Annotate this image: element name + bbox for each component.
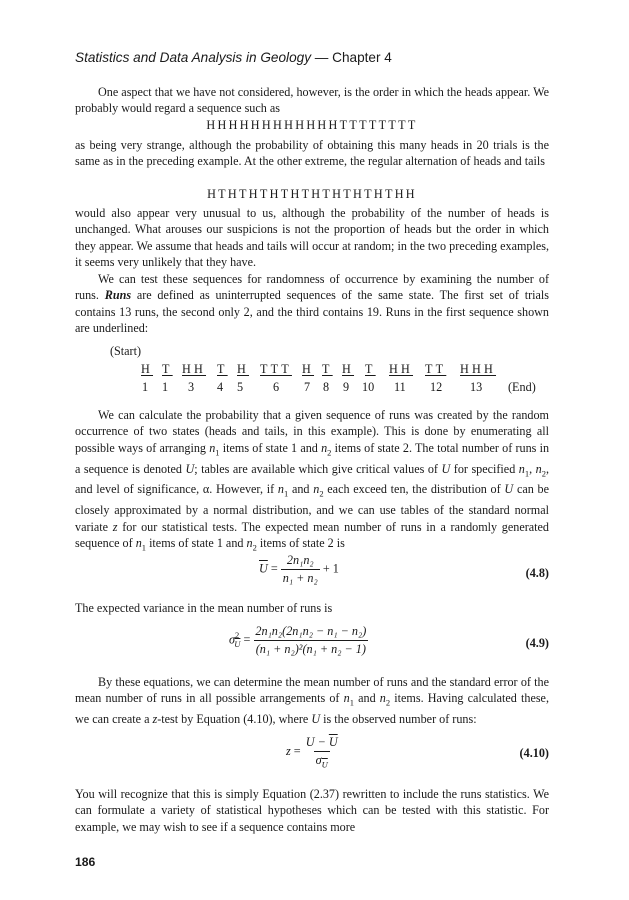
run-number-6: 6 [273,380,280,394]
run-number-7: 7 [304,380,311,394]
sequence-heads-tails: HHHHHHHHHHHHTTTTTTTT [206,118,418,132]
run-9: H [342,362,355,376]
run-13: HHH [460,362,497,376]
paragraph-6: The expected variance in the mean number of runs is [75,601,333,615]
page-number: 186 [75,855,96,869]
run-5: H [237,362,250,376]
run-3: HH [182,362,207,376]
run-number-11: 11 [394,380,406,394]
chapter-label: — Chapter 4 [314,50,392,65]
run-number-5: 5 [237,380,244,394]
run-10: T [365,362,376,376]
run-7: H [302,362,315,376]
run-number-8: 8 [323,380,330,394]
sequence-alternating: HTHTHTHTHTHTHTHTHTHH [207,187,417,201]
run-11: HH [389,362,414,376]
equation-number-4-10: (4.10) [519,746,549,760]
equation-4-10: z = $\frac{U - \overline{U}}{\sigma_{\overline{U}}}$ [286,735,338,770]
paragraph-4: We can test these sequences for randomness of occurrence by examining the number of runs. Runs are defined as uninterrupted sequences of the same state. The first set of trials contains 13 runs, the second only 2, and the third contains 19. Runs in the first sequence shown are underlined: [75,272,549,336]
paragraph-2: as being very strange, although the probability of obtaining this many heads in 20 trials is the same as in the preceding example. At the other extreme, the regular alternation of heads and tails [75,138,549,169]
run-number-3: 3 [188,380,195,394]
equation-4-8: $\overline{U}$ = $\frac{\text{2n₁n₂}}{\text{n₁ + n₂}}$ + 1 [259,553,339,585]
run-number-9: 9 [343,380,350,394]
paragraph-8: You will recognize that this is simply Equation (2.37) rewritten to include the runs statistics. We can formulate a variety of statistical hypotheses which can be tested with this statistic. For example, we may wish to see if a sequence contains more [75,787,549,834]
book-title: Statistics and Data Analysis in Geology [75,50,311,65]
equation-4-9: $\sigma^2_{\overline{U}}$ = $\frac{\text{2n₁n₂(2n₁n₂ − n₁ − n₂)}}{\text{(n₁ + n₂)²(n₁ + n₂ − 1)}}$ [229,624,367,656]
run-number-10: 10 [362,380,375,394]
term-runs: Runs [104,288,132,303]
paragraph-3: would also appear very unusual to us, although the probability of the number of heads is unchanged. What arouses our suspicions is not the proportion of heads but the order in which they appear. We assume that heads and tails will occur at random; in the two preceding examples, it seems very unlikely that they have. [75,206,549,270]
run-number-2: 1 [162,380,169,394]
runs-start-label: (Start) [110,344,142,358]
equation-number-4-9: (4.9) [525,636,549,650]
runs-end-label: (End) [508,380,536,394]
paragraph-7: By these equations, we can determine the mean number of runs and the standard error of the mean number of runs in all possible arrangements of $n_1$ and $n_2$ items. Having calculated these, we can create a z-test by Equation (4.10), where U is the observed number of runs: [75,675,549,727]
running-header [75,49,549,67]
run-number-1: 1 [142,380,149,394]
run-6: TTT [260,362,292,376]
run-1: H [141,362,154,376]
run-number-13: 13 [470,380,483,394]
run-12: TT [425,362,447,376]
run-2: T [162,362,173,376]
run-4: T [217,362,228,376]
run-number-4: 4 [217,380,224,394]
run-8: T [322,362,333,376]
page [75,0,549,900]
run-number-12: 12 [430,380,443,394]
paragraph-1: One aspect that we have not considered, however, is the order in which the heads appear. We probably would regard a sequence such as [75,85,549,116]
equation-number-4-8: (4.8) [525,566,549,580]
paragraph-5: We can calculate the probability that a given sequence of runs was created by the random occurrence of two states (heads and tails, in this example). This is done by enumerating all possible ways of arranging $n_1$ items of state 1 and $n_2$ items of state 2. The total number of runs in a sequence is denoted U; tables are available which give critical values of U for specified $n_1$, $n_2$, and level of significance, α. However, if $n_1$ and $n_2$ each exceed ten, the distribution of U can be closely approximated by a normal distribution, and we can use tables of the standard normal variate z for our statistical tests. The expected mean number of runs in a randomly generated sequence of $n_1$ items of state 1 and $n_2$ items of state 2 is [75,408,550,553]
